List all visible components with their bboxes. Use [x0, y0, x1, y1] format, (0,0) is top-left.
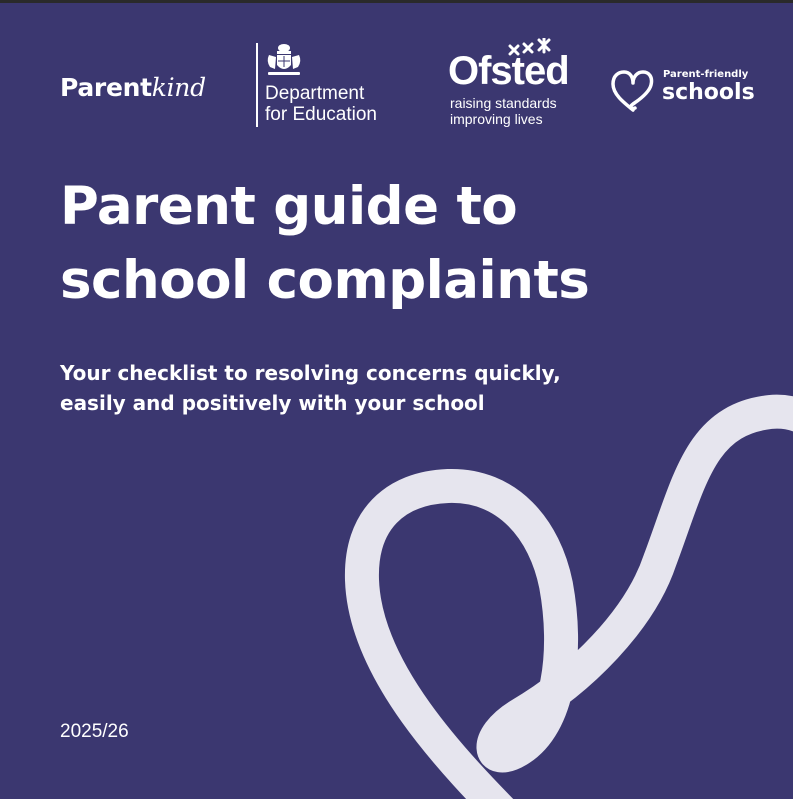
parentkind-logo-part1: Parent	[60, 73, 152, 102]
parentkind-logo-part2: kind	[151, 73, 206, 102]
subtitle-line-2: easily and positively with your school	[60, 391, 485, 415]
pfs-small-text: Parent-friendly	[663, 69, 749, 80]
page-subtitle	[60, 358, 660, 418]
parentkind-logo	[60, 73, 206, 102]
subtitle-line-1: Your checklist to resolving concerns quickly,	[60, 361, 561, 385]
dfe-line1: Department	[265, 83, 365, 104]
heart-outline-icon	[609, 66, 657, 112]
ofsted-tagline-1: raising standards	[450, 95, 557, 111]
dfe-name	[265, 83, 377, 125]
pfs-big-text: schools	[662, 80, 755, 105]
ofsted-name: Ofsted	[448, 49, 569, 93]
title-line-1: Parent guide to	[60, 176, 518, 237]
title-line-2: school complaints	[60, 250, 590, 311]
ofsted-logo	[448, 38, 568, 130]
page-title	[60, 170, 760, 318]
edition-year: 2025/26	[60, 721, 129, 742]
parent-friendly-schools-logo	[609, 66, 759, 116]
dfe-logo	[256, 43, 406, 127]
ofsted-tagline	[450, 95, 557, 127]
dfe-line2: for Education	[265, 104, 377, 125]
ofsted-tagline-2: improving lives	[450, 111, 543, 127]
dfe-divider	[256, 43, 258, 127]
royal-crest-icon	[264, 43, 304, 77]
